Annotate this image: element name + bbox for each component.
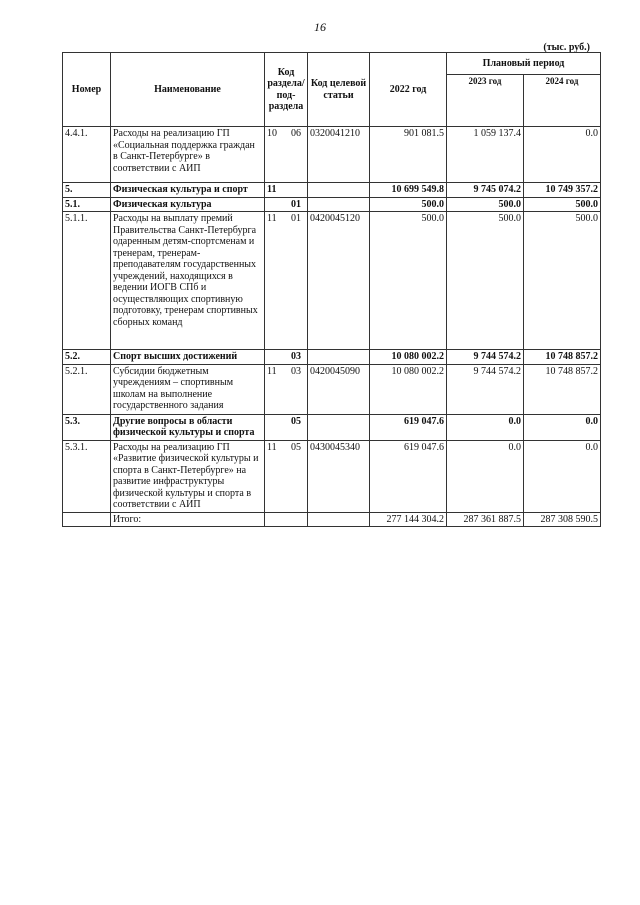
units-label: (тыс. руб.) bbox=[543, 42, 590, 53]
table-row bbox=[63, 183, 601, 198]
total-2024: 287 308 590.5 bbox=[524, 512, 601, 527]
header-2022: 2022 год bbox=[370, 53, 447, 127]
header-name: Наименование bbox=[111, 53, 265, 127]
row-name: Расходы на реализацию ГП «Социальная поддержка граждан в Санкт-Петербурге» в соответствии с АИП bbox=[111, 127, 265, 183]
row-subsection: 05 bbox=[291, 415, 301, 427]
row-subsection: 01 bbox=[291, 198, 301, 210]
row-article-code bbox=[308, 197, 370, 212]
table-body bbox=[63, 127, 601, 513]
row-section-code bbox=[265, 212, 308, 350]
row-subsection: 03 bbox=[291, 351, 301, 362]
row-section: 11 bbox=[267, 213, 277, 224]
row-2023: 9 744 574.2 bbox=[447, 350, 524, 365]
row-section-code bbox=[265, 440, 308, 512]
row-section: 11 bbox=[267, 365, 277, 377]
header-section-code: Код раздела/ под- раздела bbox=[265, 53, 308, 127]
table-row bbox=[63, 350, 601, 365]
row-name: Субсидии бюджетным учреждениям – спортивным школам на выполнение государственного задания bbox=[111, 364, 265, 414]
row-2024: 500.0 bbox=[524, 212, 601, 350]
row-number: 5.3.1. bbox=[63, 440, 111, 512]
row-name: Расходы на реализацию ГП «Развитие физической культуры и спорта в Санкт-Петербурге» на развитие инфраструктуры физической культуры и спорта в соответствии с АИП bbox=[111, 440, 265, 512]
total-row bbox=[63, 512, 601, 527]
row-2023: 500.0 bbox=[447, 212, 524, 350]
row-subsection: 06 bbox=[291, 128, 301, 139]
row-section: 11 bbox=[267, 441, 277, 453]
header-planned-period: Плановый период bbox=[447, 53, 601, 75]
row-number: 5.2. bbox=[63, 350, 111, 365]
row-section: 10 bbox=[267, 128, 277, 139]
row-2024: 10 749 357.2 bbox=[524, 183, 601, 198]
row-article-code bbox=[308, 414, 370, 440]
row-section-code bbox=[265, 414, 308, 440]
row-number: 5. bbox=[63, 183, 111, 198]
row-article-code: 0420045090 bbox=[308, 364, 370, 414]
row-2022: 901 081.5 bbox=[370, 127, 447, 183]
total-cell-number bbox=[63, 512, 111, 527]
row-subsection: 05 bbox=[291, 441, 301, 453]
row-2023: 9 744 574.2 bbox=[447, 364, 524, 414]
row-article-code: 0320041210 bbox=[308, 127, 370, 183]
row-section-code bbox=[265, 350, 308, 365]
table-row bbox=[63, 414, 601, 440]
total-label: Итого: bbox=[111, 512, 265, 527]
row-2022: 10 699 549.8 bbox=[370, 183, 447, 198]
row-2024: 0.0 bbox=[524, 127, 601, 183]
budget-table bbox=[62, 52, 601, 527]
row-2024: 10 748 857.2 bbox=[524, 364, 601, 414]
row-2023: 1 059 137.4 bbox=[447, 127, 524, 183]
row-2023: 500.0 bbox=[447, 197, 524, 212]
row-section-code bbox=[265, 183, 308, 198]
row-section: 11 bbox=[267, 184, 277, 195]
table-row bbox=[63, 127, 601, 183]
header-2023: 2023 год bbox=[447, 75, 524, 127]
row-2024: 10 748 857.2 bbox=[524, 350, 601, 365]
header-article-code: Код целевой статьи bbox=[308, 53, 370, 127]
total-2022: 277 144 304.2 bbox=[370, 512, 447, 527]
row-section-code bbox=[265, 127, 308, 183]
row-article-code: 0420045120 bbox=[308, 212, 370, 350]
row-subsection: 01 bbox=[291, 213, 301, 224]
row-article-code bbox=[308, 350, 370, 365]
row-number: 4.4.1. bbox=[63, 127, 111, 183]
header-number: Номер bbox=[63, 53, 111, 127]
header-2024: 2024 год bbox=[524, 75, 601, 127]
row-number: 5.3. bbox=[63, 414, 111, 440]
row-name: Спорт высших достижений bbox=[111, 350, 265, 365]
table-row bbox=[63, 212, 601, 350]
row-article-code: 0430045340 bbox=[308, 440, 370, 512]
row-article-code bbox=[308, 183, 370, 198]
row-2022: 10 080 002.2 bbox=[370, 350, 447, 365]
row-2022: 619 047.6 bbox=[370, 414, 447, 440]
table-header bbox=[63, 53, 601, 127]
total-cell-section bbox=[265, 512, 308, 527]
row-2022: 500.0 bbox=[370, 212, 447, 350]
row-name: Физическая культура bbox=[111, 197, 265, 212]
table-row bbox=[63, 364, 601, 414]
row-section-code bbox=[265, 364, 308, 414]
table-row bbox=[63, 197, 601, 212]
row-number: 5.1.1. bbox=[63, 212, 111, 350]
row-2022: 10 080 002.2 bbox=[370, 364, 447, 414]
row-section-code bbox=[265, 197, 308, 212]
row-name: Другие вопросы в области физической культуры и спорта bbox=[111, 414, 265, 440]
row-2023: 9 745 074.2 bbox=[447, 183, 524, 198]
row-name: Физическая культура и спорт bbox=[111, 183, 265, 198]
row-subsection: 03 bbox=[291, 365, 301, 377]
row-name: Расходы на выплату премий Правительства Санкт-Петербурга одаренным детям-спортсменам и тренерам, тренерам-преподавателям государственных учреждений, находящихся в ведении ИОГВ СПб и осуществляющих спортивную подготовку, тренерам спортивных сборных команд bbox=[111, 212, 265, 350]
row-2022: 619 047.6 bbox=[370, 440, 447, 512]
row-2024: 0.0 bbox=[524, 440, 601, 512]
row-2024: 500.0 bbox=[524, 197, 601, 212]
row-number: 5.1. bbox=[63, 197, 111, 212]
total-cell-article bbox=[308, 512, 370, 527]
row-2022: 500.0 bbox=[370, 197, 447, 212]
row-2023: 0.0 bbox=[447, 440, 524, 512]
row-2023: 0.0 bbox=[447, 414, 524, 440]
total-2023: 287 361 887.5 bbox=[447, 512, 524, 527]
page-number: 16 bbox=[314, 20, 326, 34]
table-row bbox=[63, 440, 601, 512]
row-2024: 0.0 bbox=[524, 414, 601, 440]
row-number: 5.2.1. bbox=[63, 364, 111, 414]
